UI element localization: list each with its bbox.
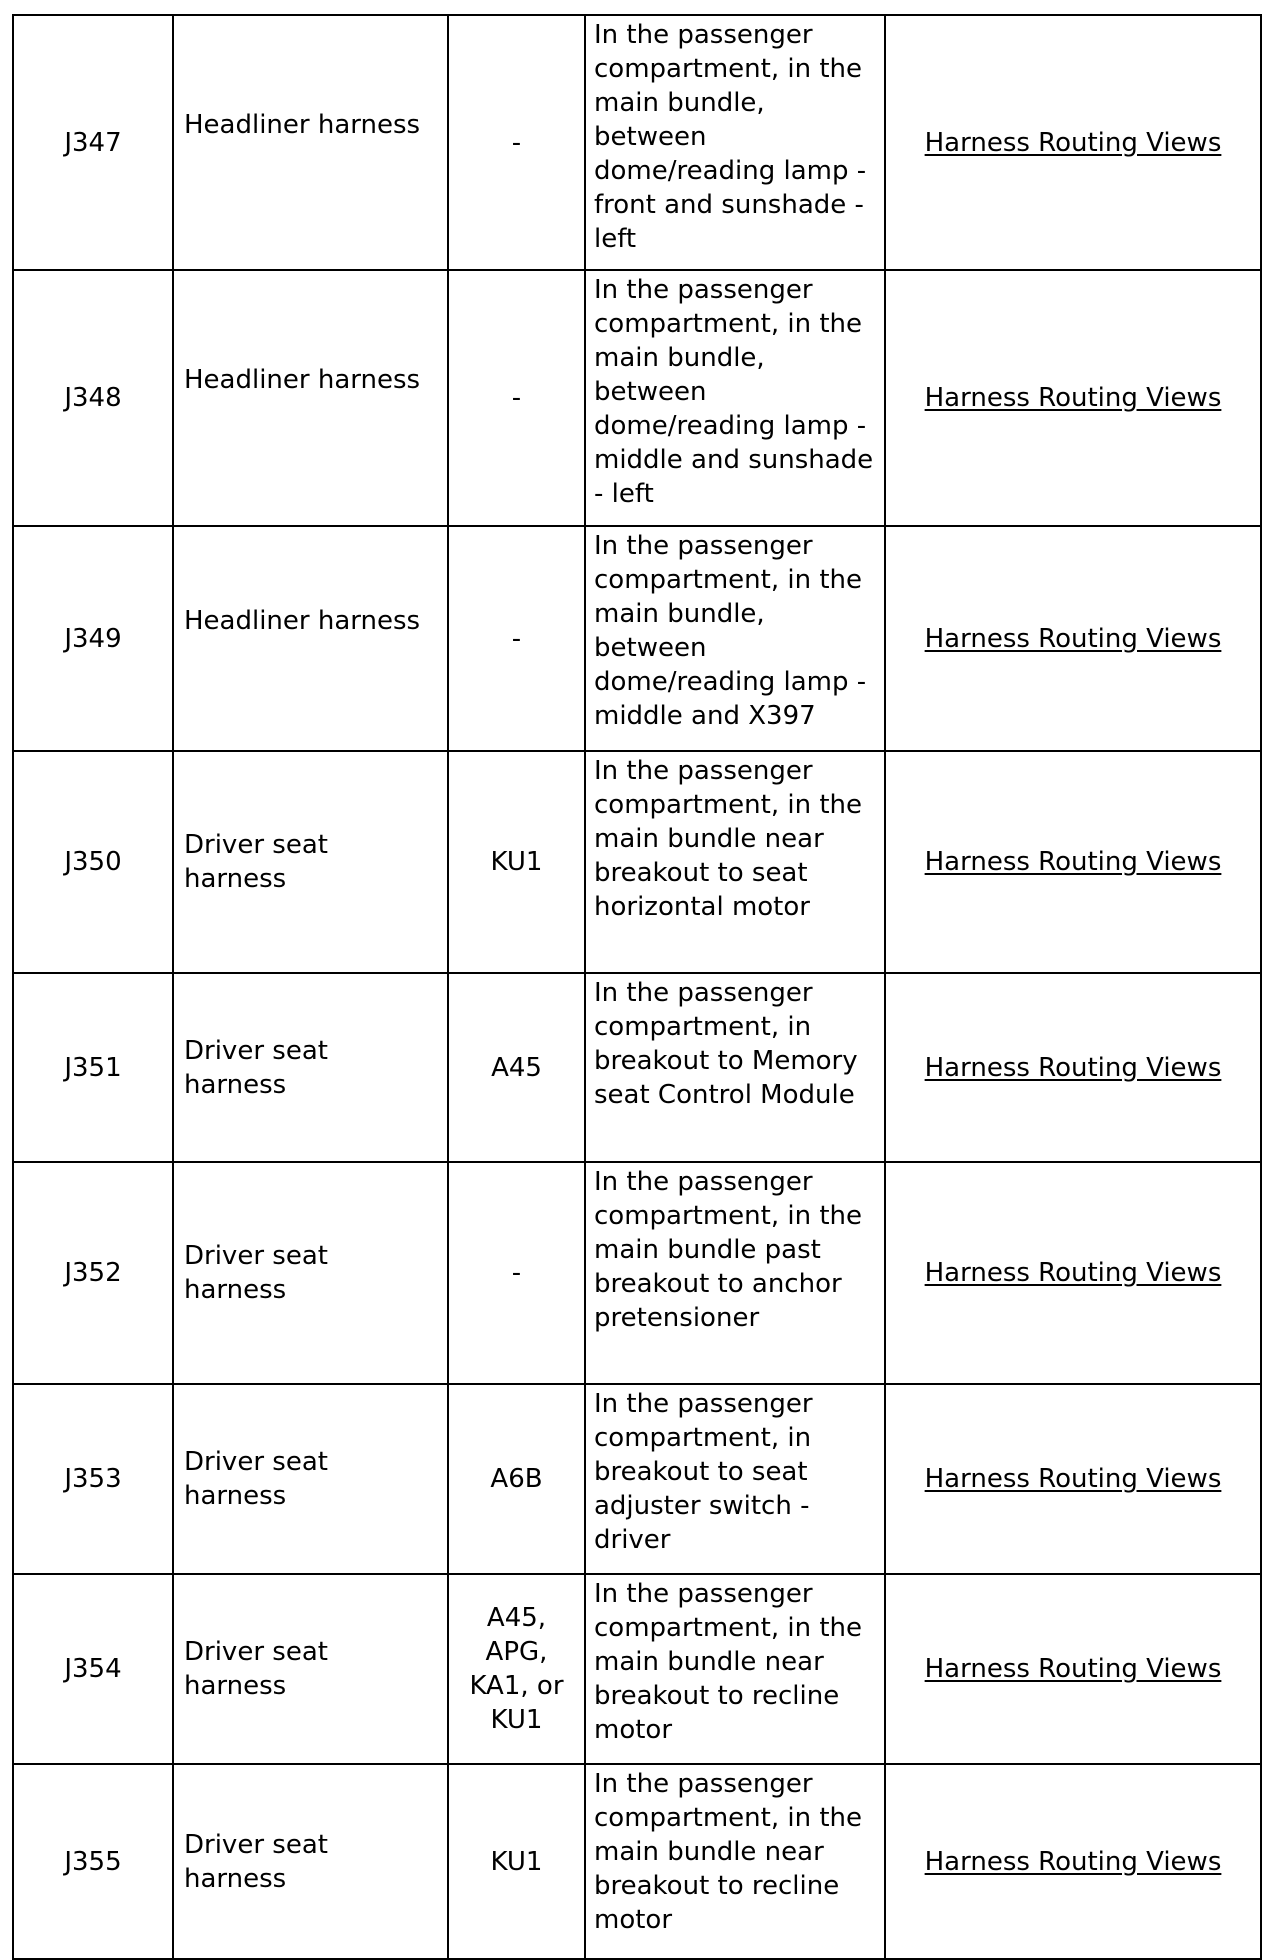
harness-routing-views-link[interactable]: Harness Routing Views <box>924 1654 1222 1684</box>
table-row <box>13 270 1261 526</box>
location-description: In the passenger compartment, in the main bundle, between dome/reading lamp - middle and X397 <box>585 526 885 751</box>
location-description: In the passenger compartment, in the main bundle past breakout to anchor pretensioner <box>585 1162 885 1384</box>
connector-id: J351 <box>13 973 173 1162</box>
option-code: KU1 <box>448 1764 585 1959</box>
location-description: In the passenger compartment, in the main bundle, between dome/reading lamp - front and sunshade - left <box>585 15 885 270</box>
connector-id: J348 <box>13 270 173 526</box>
location-description: In the passenger compartment, in the main bundle near breakout to seat horizontal motor <box>585 751 885 973</box>
harness-name: Driver seat harness <box>173 973 448 1162</box>
harness-name: Headliner harness <box>184 109 421 140</box>
connector-id: J347 <box>13 15 173 270</box>
harness-name: Headliner harness <box>184 605 421 636</box>
option-code: A45, APG, KA1, or KU1 <box>448 1574 585 1764</box>
option-code: - <box>448 1162 585 1384</box>
table-row <box>13 526 1261 751</box>
table-row <box>13 1384 1261 1574</box>
table-row <box>13 1764 1261 1959</box>
connector-id: J352 <box>13 1162 173 1384</box>
option-code: A6B <box>448 1384 585 1574</box>
connector-id: J349 <box>13 526 173 751</box>
harness-routing-views-link[interactable]: Harness Routing Views <box>924 1052 1222 1083</box>
harness-name: Driver seat harness <box>173 1384 448 1574</box>
option-code: KU1 <box>448 751 585 973</box>
location-description: In the passenger compartment, in the main bundle near breakout to recline motor <box>585 1574 885 1764</box>
harness-connector-table <box>12 14 1262 1960</box>
harness-routing-views-link[interactable]: Harness Routing Views <box>924 623 1222 654</box>
harness-name: Driver seat harness <box>173 1162 448 1384</box>
option-code: - <box>448 526 585 751</box>
harness-name: Driver seat harness <box>173 751 448 973</box>
harness-name: Headliner harness <box>184 365 421 395</box>
connector-id: J353 <box>13 1384 173 1574</box>
harness-routing-views-link[interactable]: Harness Routing Views <box>924 127 1222 158</box>
harness-routing-views-link[interactable]: Harness Routing Views <box>924 1258 1222 1288</box>
location-description: In the passenger compartment, in breakout to seat adjuster switch - driver <box>585 1384 885 1574</box>
table-row <box>13 751 1261 973</box>
table-row <box>13 1574 1261 1764</box>
harness-routing-views-link[interactable]: Harness Routing Views <box>924 847 1222 877</box>
table-row <box>13 15 1261 270</box>
option-code: - <box>448 15 585 270</box>
option-code: A45 <box>448 973 585 1162</box>
harness-name: Driver seat harness <box>173 1574 448 1764</box>
harness-name: Driver seat harness <box>173 1764 448 1959</box>
harness-routing-views-link[interactable]: Harness Routing Views <box>924 1464 1222 1494</box>
location-description: In the passenger compartment, in the main bundle near breakout to recline motor <box>585 1764 885 1959</box>
harness-routing-views-link[interactable]: Harness Routing Views <box>924 1846 1222 1877</box>
option-code: - <box>448 270 585 526</box>
location-description: In the passenger compartment, in the main bundle, between dome/reading lamp - middle and sunshade - left <box>585 270 885 526</box>
location-description: In the passenger compartment, in breakout to Memory seat Control Module <box>585 973 885 1162</box>
connector-id: J354 <box>13 1574 173 1764</box>
harness-routing-views-link[interactable]: Harness Routing Views <box>924 383 1222 413</box>
connector-id: J355 <box>13 1764 173 1959</box>
table-row <box>13 973 1261 1162</box>
table-row <box>13 1162 1261 1384</box>
connector-id: J350 <box>13 751 173 973</box>
